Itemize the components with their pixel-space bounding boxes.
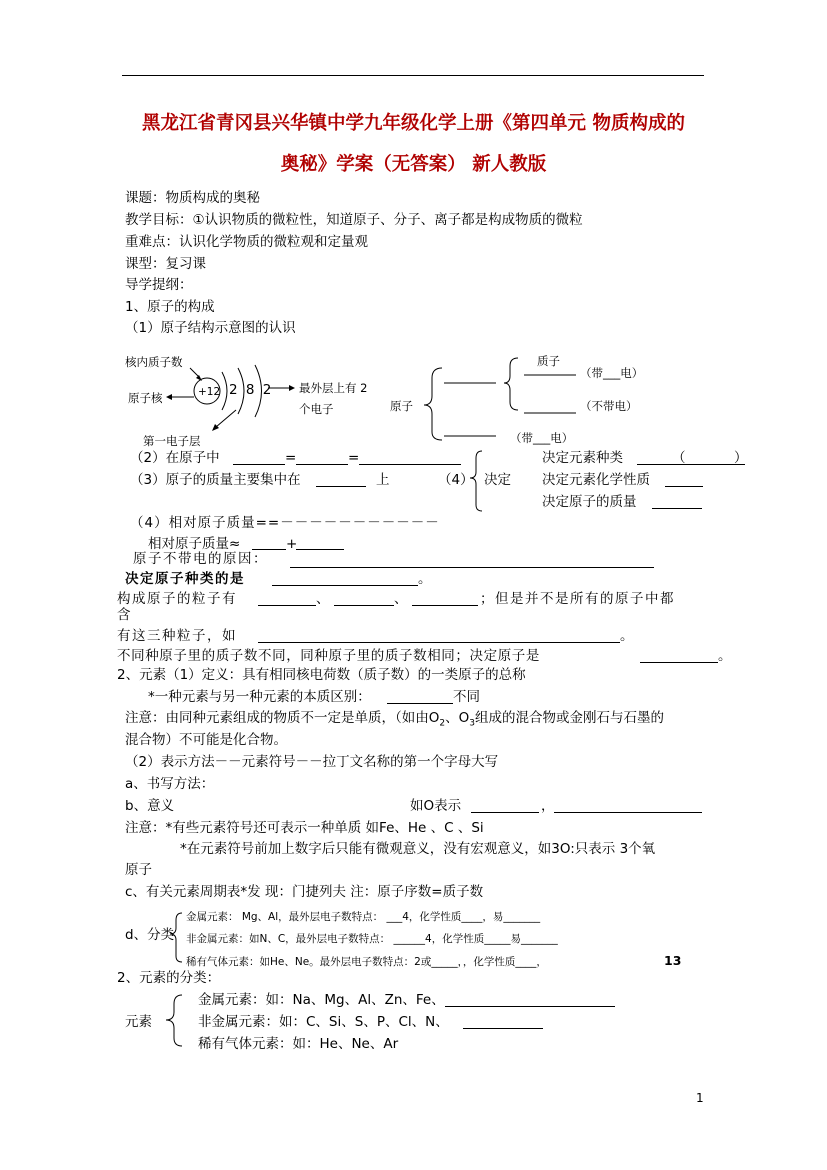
outline-line: 导学提纲： [125,277,193,293]
proton-charge: （带___电） [580,366,644,380]
section1-heading: 1、原子的构成 [125,299,215,315]
nucleus-brace [504,358,518,410]
relative-mass-2: 相对原子质量≈ [148,536,241,552]
blank-particle-2 [334,604,394,606]
neutron-charge: （不带电） [580,399,638,413]
proton-label: 质子 [537,354,560,368]
meaning-o: 如O表示 [410,798,462,814]
outer-shell-label2: 个电子 [299,402,334,416]
particles-line: 构成原子的粒子有 [117,591,237,607]
element-difference: *一种元素与另一种元素的本质区别： [148,689,371,705]
note-number-prefix: *在元素符号前加上数字后只能有微观意义，没有宏观意义，如3O:只表示 3个氧 [180,841,656,857]
blank-meaning-2 [554,811,702,813]
blank-decide-1 [637,463,745,465]
outer-shell-label: 最外层上有 2 [299,381,368,395]
particles-tail2: 含 [117,607,131,623]
nucleus-charge: +12 [198,386,221,398]
blank-metal-elements [445,1005,615,1007]
atom-label: 原子 [390,399,413,413]
blank-meaning-1 [471,811,539,813]
blank-particle-1 [258,604,316,606]
nonmetal-classification: 非金属元素：如N、C，最外层电子数特点： ______4，化学性质_____易_______ [186,933,558,945]
sep-1: 、 [316,591,330,607]
blank-element-diff [387,702,453,704]
nonmetal-elements: 非金属元素：如：C、Si、S、P、Cl、N、 [198,1014,449,1030]
decide-label: 决定 [484,472,511,488]
element-label: 元素 [125,1014,152,1030]
blank-in-atom-1 [233,463,285,465]
meaning-comma: ， [541,798,555,814]
relative-mass-plus: + [286,536,298,552]
document-title-line2: 奥秘》学案（无答案） 新人教版 [280,154,547,175]
protons-diff-end: 。 [718,648,732,664]
atom-kind-end: 。 [418,571,432,587]
note1-sub2: 3 [469,718,475,729]
neutral-reason: 原子不带电的原因： [133,551,268,567]
element-definition: 2、元素（1）定义：具有相同核电荷数（质子数）的一类原子的总称 [117,667,526,683]
mass-line: （3）原子的质量主要集中在 [130,472,301,488]
blank-in-atom-2 [296,463,348,465]
noble-elements: 稀有气体元素：如：He、Ne、Ar [198,1036,399,1052]
shell-electrons: 2 8 2 [229,382,274,398]
note-single-substance [125,709,664,733]
electron-charge: （带___电） [510,431,574,445]
document-title-line1: 黑龙江省青冈县兴华镇中学九年级化学上册《第四单元 物质构成的 [142,113,685,134]
note1-sub1: 2 [439,718,446,729]
particles-tail: ；但是并不是所有的原子中都 [480,591,675,607]
blank-mass [316,485,366,487]
blank-in-atom-3 [359,463,461,465]
three-particles-line: 有这三种粒子，如 [117,628,237,644]
relative-mass-1: （4）相对原子质量==－－－－－－－－－－－ [130,515,440,531]
meaning-line: b、意义 [125,798,175,814]
noble-number: 13 [664,953,682,968]
equals-1: = [285,450,297,466]
decide-paren-open: （ [672,450,686,466]
notation-line: （2）表示方法－－元素符号－－拉丁文名称的第一个字母大写 [125,754,499,770]
decide-prefix: （4） [438,472,474,488]
periodic-table-line: c、有关元素周期表*发 现：门捷列夫 注：原子序数=质子数 [125,884,484,900]
note1-end: 组成的混合物或金刚石与石墨的 [475,710,664,726]
decide-element-kind: 决定元素种类 [542,450,623,466]
metal-elements: 金属元素：如：Na、Mg、Al、Zn、Fe、 [198,992,445,1008]
first-shell-label: 第一电子层 [143,434,201,448]
blank-nonmetal-elements [463,1027,543,1029]
three-end: 。 [620,628,634,644]
atom-kind-line: 决定原子种类的是 [125,571,245,587]
blank-decide-2 [665,485,703,487]
element-difference-end: 不同 [453,689,480,705]
section1-sub1: （1）原子结构示意图的认识 [125,320,296,336]
nucleus-label: 原子核 [128,391,163,405]
page-number: 1 [696,1091,704,1105]
element-brace [166,995,182,1046]
sep-2: 、 [394,591,408,607]
nucleus-count-label: 核内质子数 [125,355,183,369]
equals-2: = [348,450,360,466]
metal-classification: 金属元素： Mg、Al，最外层电子数特点： ___4，化学性质____，易_______ [186,911,541,923]
protons-diff-line: 不同种原子里的质子数不同，同种原子里的质子数相同；决定原子是 [117,648,540,664]
decide-paren-close: ） [734,450,748,466]
blank-decide-3 [652,507,702,509]
goal-line: 教学目标：①认识物质的微粒性，知道原子、分子、离子都是构成物质的微粒 [125,212,583,228]
note-mixture: 混合物）不可能是化合物。 [125,732,287,748]
blank-atom-kind [272,584,418,586]
decide-atom-mass: 决定原子的质量 [542,494,637,510]
note-atoms: 原子 [125,862,152,878]
shell-arc-1 [222,372,227,410]
mass-line-end: 上 [376,472,390,488]
note1-text: 注意：由同种元素组成的物质不一定是单质，（如由O [125,710,440,726]
topic-line: 课题：物质构成的奥秘 [125,190,260,206]
lesson-type-line: 课型：复习课 [125,256,206,272]
blank-neutral-reason [290,566,654,568]
noble-classification: 稀有气体元素：如He、Ne。最外层电子数特点：2或_____，，化学性质____， [186,956,547,968]
classification-label: d、分类 [125,927,175,943]
note-element-simple: 注意：*有些元素符号还可表示一种单质 如Fe、He 、C 、Si [125,820,484,836]
classification-heading: 2、元素的分类： [117,970,221,986]
blank-three [258,641,620,643]
blank-protons-diff [640,661,718,663]
blank-relmass-2 [296,548,344,550]
atom-brace [424,368,442,440]
note1-mid: 、O [445,710,470,726]
blank-particle-3 [412,604,478,606]
keypoint-line: 重难点：认识化学物质的微粒观和定量观 [125,234,368,250]
decide-chem-property: 决定元素化学性质 [542,472,650,488]
in-atom-line: （2）在原子中 [130,450,220,466]
writing-method: a、书写方法： [125,776,215,792]
